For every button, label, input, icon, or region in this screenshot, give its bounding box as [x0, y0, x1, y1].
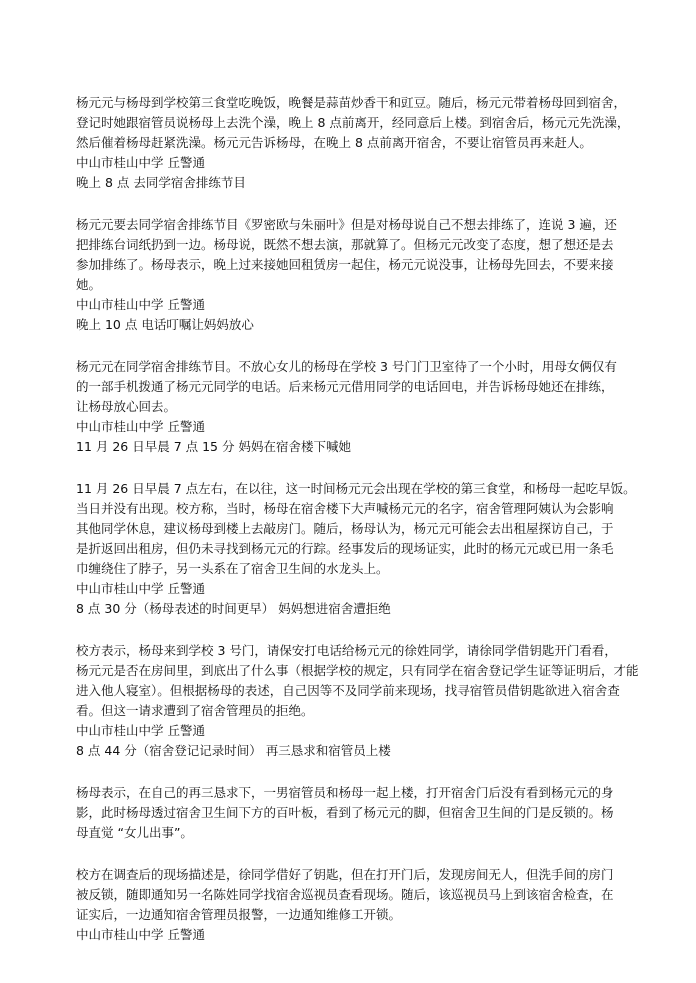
text-line: 参加排练了。杨母表示，晚上过来接她回租赁房一起住，杨元元说没事，让杨母先回去，不要来接	[76, 257, 614, 272]
text-line: 让杨母放心回去。	[76, 399, 177, 414]
text-line: 杨元元是否在房间里，到底出了什么事（根据学校的规定，只有同学在宿舍登记学生证等证明后，才能	[76, 663, 639, 678]
paragraph-6	[76, 783, 624, 843]
source-credit: 中山市桂山中学 丘警通	[76, 581, 205, 596]
paragraph-1	[76, 93, 630, 193]
section-heading: 晚上 10 点 电话叮嘱让妈妈放心	[76, 317, 254, 332]
source-credit: 中山市桂山中学 丘警通	[76, 927, 205, 942]
section-heading: 8 点 44 分（宿舍登记记录时间） 再三恳求和宿管员上楼	[76, 743, 391, 758]
text-line: 杨元元在同学宿舍排练节目。不放心女儿的杨母在学校 3 号门门卫室待了一个小时，用母女俩仅有	[76, 359, 617, 374]
source-credit: 中山市桂山中学 丘警通	[76, 155, 205, 170]
section-heading: 8 点 30 分（杨母表述的时间更早） 妈妈想进宿舍遭拒绝	[76, 601, 391, 616]
text-line: 看。但这一请求遭到了宿舍管理员的拒绝。	[76, 703, 314, 718]
paragraph-2	[76, 215, 624, 335]
text-line: 是折返回出租房，但仍未寻找到杨元元的行踪。经事发后的现场证实，此时的杨元元或已用一条毛	[76, 541, 614, 556]
text-line: 把排练台词纸扔到一边。杨母说，既然不想去演，那就算了。但杨元元改变了态度，想了想还是去	[76, 237, 614, 252]
text-line: 其他同学休息，建议杨母到楼上去敲房门。随后，杨母认为，杨元元可能会去出租屋探访自己，于	[76, 521, 614, 536]
text-line: 进入他人寝室）。但根据杨母的表述，自己因等不及同学前来现场，找寻宿管员借钥匙欲进入宿舍查	[76, 683, 620, 698]
text-line: 影，此时杨母透过宿舍卫生间下方的百叶板，看到了杨元元的脚，但宿舍卫生间的门是反锁的。杨	[76, 805, 614, 820]
text-line: 母直觉 “女儿出事”。	[76, 825, 193, 840]
paragraph-3	[76, 357, 624, 457]
section-heading: 晚上 8 点 去同学宿舍排练节目	[76, 175, 246, 190]
paragraph-gap	[76, 761, 624, 783]
paragraph-7	[76, 865, 624, 945]
paragraph-gap	[76, 619, 624, 641]
text-line: 杨元元要去同学宿舍排练节目《罗密欧与朱丽叶》但是对杨母说自己不想去排练了，连说 3 遍，还	[76, 217, 617, 232]
document-page	[76, 93, 639, 945]
source-credit: 中山市桂山中学 丘警通	[76, 419, 205, 434]
text-line: 登记时她跟宿管员说杨母上去洗个澡，晚上 8 点前离开，经同意后上楼。到宿舍后，杨元元先洗澡，	[76, 115, 630, 130]
text-line: 当日并没有出现。校方称，当时，杨母在宿舍楼下大声喊杨元元的名字，宿舍管理阿姨认为会影响	[76, 501, 614, 516]
source-credit: 中山市桂山中学 丘警通	[76, 297, 205, 312]
section-heading: 11 月 26 日早晨 7 点 15 分 妈妈在宿舍楼下喊她	[76, 439, 351, 454]
text-line: 的一部手机拨通了杨元元同学的电话。后来杨元元借用同学的电话回电，并告诉杨母她还在排练，	[76, 379, 614, 394]
paragraph-gap	[76, 335, 624, 357]
text-line: 她。	[76, 277, 102, 292]
paragraph-gap	[76, 457, 624, 479]
text-line: 校方表示，杨母来到学校 3 号门，请保安打电话给杨元元的徐姓同学，请徐同学借钥匙开门看看，	[76, 643, 617, 658]
text-line: 校方在调查后的现场描述是，徐同学借好了钥匙，但在打开门后，发现房间无人，但洗手间的房门	[76, 867, 614, 882]
source-credit: 中山市桂山中学 丘警通	[76, 723, 205, 738]
text-line: 杨元元与杨母到学校第三食堂吃晚饭，晚餐是蒜苗炒香干和豇豆。随后，杨元元带着杨母回到宿舍，	[76, 95, 627, 110]
text-line: 巾缠绕住了脖子，另一头系在了宿舍卫生间的水龙头上。	[76, 561, 389, 576]
text-line: 然后催着杨母赶紧洗澡。杨元元告诉杨母，在晚上 8 点前离开宿舍，不要让宿管员再来赶人。	[76, 135, 592, 150]
text-line: 杨母表示，在自己的再三恳求下，一男宿管员和杨母一起上楼，打开宿舍门后没有看到杨元元的身	[76, 785, 614, 800]
paragraph-gap	[76, 843, 624, 865]
paragraph-4	[76, 479, 636, 619]
paragraph-gap	[76, 193, 624, 215]
text-line: 证实后，一边通知宿舍管理员报警，一边通知维修工开锁。	[76, 907, 402, 922]
text-line: 11 月 26 日早晨 7 点左右，在以往，这一时间杨元元会出现在学校的第三食堂，和杨母一起吃早饭。	[76, 481, 636, 496]
text-line: 被反锁，随即通知另一名陈姓同学找宿舍巡视员查看现场。随后，该巡视员马上到该宿舍检查，在	[76, 887, 614, 902]
paragraph-5	[76, 641, 639, 761]
